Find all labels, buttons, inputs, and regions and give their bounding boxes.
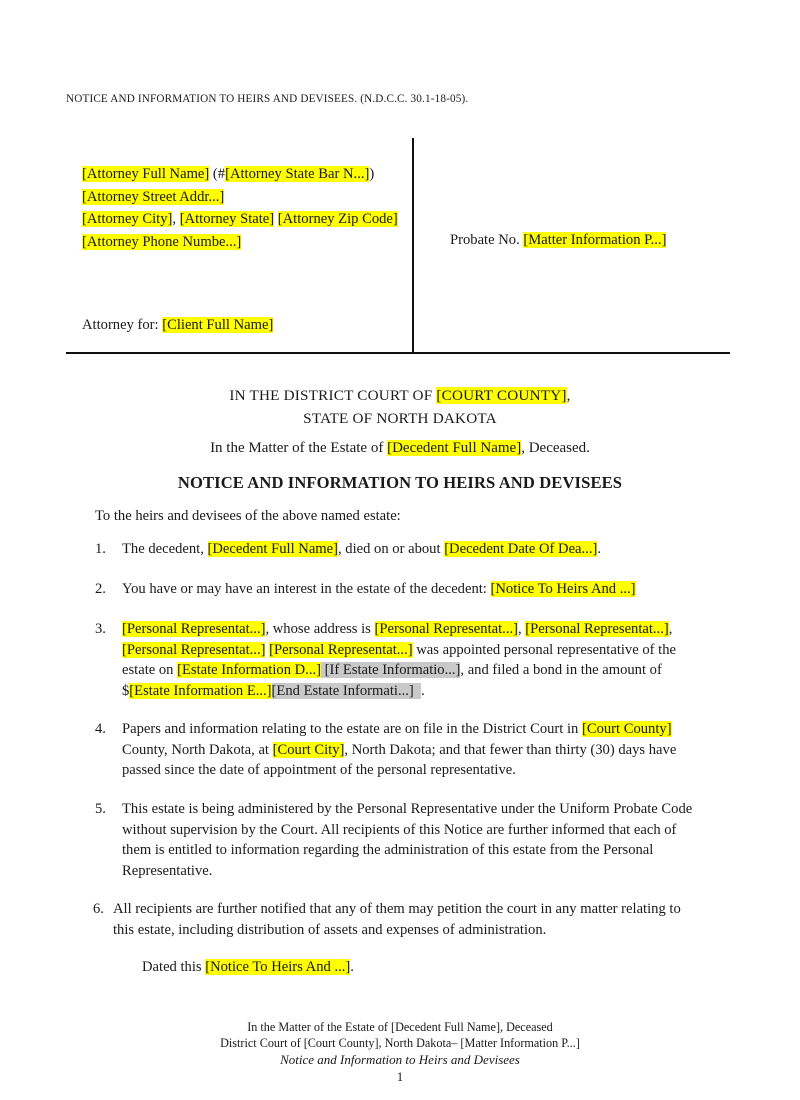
item-3-pr-address-3-field: [Personal Representat...] (122, 641, 266, 658)
item-3-appointment-date-field: [Estate Information D...] (177, 662, 321, 679)
court-county-field: [COURT COUNTY] (436, 387, 567, 404)
decedent-name-field: [Decedent Full Name] (387, 440, 522, 456)
probate-number-field: [Matter Information P...] (523, 232, 667, 248)
court-suffix-text: , (566, 387, 571, 404)
document-title: NOTICE AND INFORMATION TO HEIRS AND DEVISEES (177, 473, 623, 492)
item-2-number: 2. (95, 581, 106, 597)
item-2-text (122, 579, 705, 600)
attorney-zip-field: [Attorney Zip Code] (277, 211, 398, 227)
estate-suffix-text: , Deceased. (521, 440, 590, 456)
item-3-pr-address-2-field: [Personal Representat...] (525, 621, 669, 637)
item-4-court-city-field: [Court City] (272, 741, 345, 758)
estate-matter-line (0, 440, 800, 457)
item-3-conditional-open-text: [If Estate Informatio...] (324, 662, 461, 679)
item-3-text (122, 619, 705, 701)
footer-line-3: Notice and Information to Heirs and Devisees (280, 1051, 520, 1067)
bar-close-paren: ) (369, 166, 375, 182)
attorney-state-field: [Attorney State] (179, 211, 275, 227)
item-3-part-e: was appointed personal representative of the estate on (122, 641, 676, 679)
client-full-name-field: [Client Full Name] (162, 317, 274, 333)
court-state-line: STATE OF NORTH DAKOTA (303, 410, 497, 427)
dated-suffix: . (350, 959, 354, 975)
intro-paragraph: To the heirs and devisees of the above named estate: (95, 508, 401, 524)
court-name-line (0, 387, 800, 405)
page-footer (0, 1019, 800, 1086)
item-1-part-b: , died on or about (337, 541, 445, 557)
item-1-number: 1. (95, 541, 106, 557)
attorney-full-name-field: [Attorney Full Name] (82, 166, 210, 182)
caption-block (66, 138, 730, 353)
item-1-date-of-death-field: [Decedent Date Of Dea...] (444, 541, 598, 557)
item-2-notice-field: [Notice To Heirs And ...] (490, 581, 636, 597)
item-3-conditional-end-field (272, 683, 422, 699)
item-3-part-a: , whose address is (265, 621, 375, 637)
footer-line-2: District Court of [Court County], North Dakota– [Matter Information P...] (220, 1036, 580, 1051)
item-3-pr-name-field: [Personal Representat...] (122, 621, 266, 637)
item-3-pr-address-1-field: [Personal Representat...] (374, 621, 518, 637)
attorney-for-line (82, 314, 273, 336)
item-4-part-c: , North Dakota; and that fewer than thirty (30) days have passed since the date of appointment of the personal representative. (122, 741, 677, 779)
item-1-part-c: . (597, 541, 601, 557)
attorney-bar-number-field: [Attorney State Bar N...] (225, 166, 370, 182)
caption-vertical-divider (412, 138, 414, 352)
item-3-conditional-end-text: [End Estate Informati...] (271, 682, 414, 699)
numbered-item-1 (95, 539, 705, 560)
item-2-part-a: You have or may have an interest in the estate of the decedent: (122, 581, 491, 597)
item-3-bond-amount-field: [Estate Information E...] (129, 682, 272, 699)
item-3-part-g: . (421, 682, 425, 699)
dated-label: Dated this (142, 959, 206, 975)
statute-header: NOTICE AND INFORMATION TO HEIRS AND DEVISEES. (N.D.C.C. 30.1-18-05). (66, 93, 469, 105)
numbered-item-6 (93, 899, 703, 940)
item-6-number: 6. (93, 901, 104, 917)
estate-prefix-text: In the Matter of the Estate of (210, 440, 388, 456)
item-5-text: This estate is being administered by the Personal Representative under the Uniform Probate Code without supervision by the Court. All recipients of this Notice are further informed that each of them is entitled to information regarding the administration of this estate from the Personal Representative. (122, 801, 693, 879)
numbered-item-2 (95, 579, 705, 600)
item-4-text (122, 719, 705, 781)
item-4-number: 4. (95, 721, 106, 737)
item-3-part-f: , and filed a bond in the amount of $ (122, 662, 662, 699)
attorney-phone-field: [Attorney Phone Numbe...] (82, 233, 242, 250)
caption-horizontal-rule (66, 352, 730, 354)
numbered-item-4 (95, 719, 705, 781)
item-3-part-c: , (668, 621, 673, 637)
item-3-pr-address-4-field: [Personal Representat...] (269, 641, 413, 658)
item-4-part-b: County, North Dakota, at (122, 741, 273, 758)
footer-line-1: In the Matter of the Estate of [Decedent Full Name], Deceased (247, 1020, 553, 1034)
dated-date-field: [Notice To Heirs And ...] (205, 959, 351, 975)
item-1-part-a: The decedent, (122, 541, 208, 557)
page-number: 1 (396, 1069, 404, 1085)
city-separator: , (172, 211, 180, 227)
item-3-part-b: , (517, 621, 526, 637)
bar-open-paren: (# (209, 166, 226, 182)
item-3-number: 3. (95, 621, 106, 637)
probate-number-line (450, 229, 666, 251)
probate-number-label: Probate No. (450, 232, 524, 248)
attorney-address-block (82, 163, 400, 253)
numbered-item-3 (95, 619, 705, 701)
attorney-city-field: [Attorney City] (82, 211, 173, 227)
item-6-text: All recipients are further notified that any of them may petition the court in any matter relating to this estate, including distribution of assets and expenses of administration. (113, 901, 681, 938)
court-prefix-text: IN THE DISTRICT COURT OF (229, 387, 437, 404)
item-1-text (122, 539, 705, 560)
item-4-part-a: Papers and information relating to the estate are on file in the District Court in (122, 721, 582, 737)
item-1-decedent-field: [Decedent Full Name] (207, 541, 338, 557)
attorney-street-field: [Attorney Street Addr...] (82, 188, 225, 205)
numbered-item-5 (95, 799, 705, 881)
item-5-number: 5. (95, 801, 106, 817)
dated-line (142, 959, 354, 976)
item-4-court-county-field: [Court County] (581, 721, 672, 737)
attorney-for-label: Attorney for: (82, 317, 163, 333)
item-3-conditional-open-field (321, 662, 460, 678)
